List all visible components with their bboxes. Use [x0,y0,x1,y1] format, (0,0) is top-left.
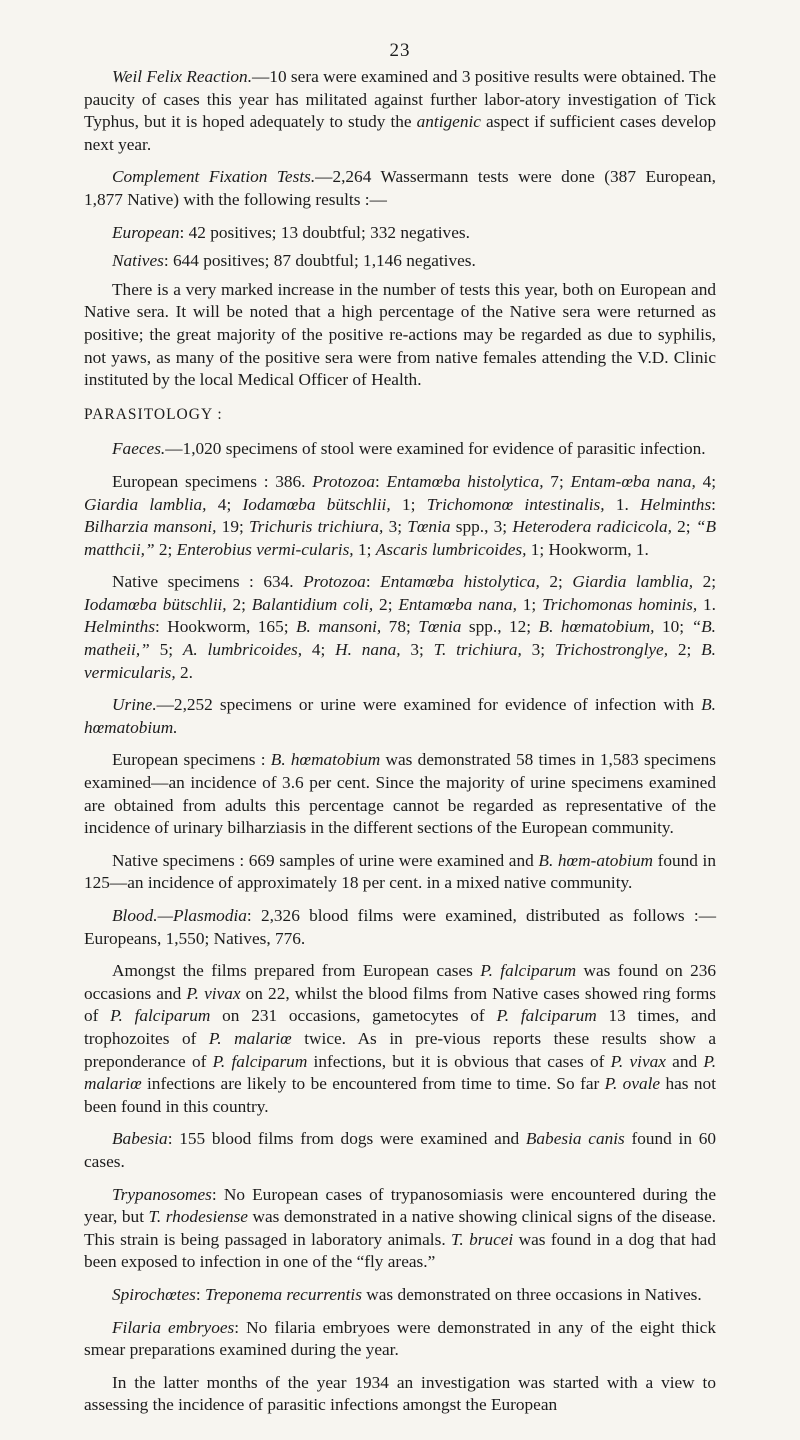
text-run: spp., 3; [450,517,513,537]
european-results-text: : 42 positives; 13 doubtful; 332 negatives. [179,222,470,242]
native-specimens-lead: Native specimens : 634. [112,572,304,592]
closing-paragraph: In the latter months of the year 1934 an investigation was started with a view to assessing the incidence of parasitic infections amongst the European [84,1372,716,1415]
italic-term: Balantidium coli, [251,594,374,614]
italic-term: B. hœmatobium [270,750,381,770]
european-label: European [112,222,180,242]
italic-term: Helminths [640,494,712,514]
blood-title: Blood. [112,906,158,925]
text-run-group [84,1185,716,1272]
trypanosomes-paragraph [84,1184,716,1274]
italic-term: H. nana, [335,640,401,660]
faeces-paragraph [84,438,716,461]
text-run: 7; [543,471,571,491]
italic-term: T. trichiura, [433,640,522,660]
text-run: was demonstrated in a native showing clinical signs of the disease. This strain is being passaged in laboratory animals. [84,1207,716,1249]
italic-term: Protozoa [303,572,366,592]
italic-term: Heterodera radicicola, [512,517,672,537]
urine-title: Urine. [112,695,157,715]
weil-felix-text-end: aspect if sufficient cases develop next year. [84,112,716,154]
italic-term: B. vermicularis, [84,640,716,682]
italic-term: B. hœmatobium. [84,695,716,737]
text-run: 19; [216,517,249,537]
italic-term: P. vivax [610,1051,666,1071]
text-run: and [665,1051,704,1071]
text-run: was found in a dog that had been exposed to infection in one of the “fly areas.” [84,1229,716,1272]
italic-term: Entamœba nana, [398,594,517,614]
european-results [84,222,716,245]
complement-title: Complement Fixation Tests. [112,167,316,187]
text-run: 2; [693,572,717,592]
italic-term: Protozoa [312,471,375,491]
text-run: Amongst the films prepared from European cases [112,961,481,981]
text-run: : [365,572,381,592]
weil-felix-title: Weil Felix Reaction. [112,67,253,86]
text-run: 2; [668,640,702,660]
text-run: Native specimens : 669 samples of urine were examined and [112,850,539,870]
italic-term: P. falciparum [110,1006,211,1026]
text-run: infections are likely to be encountered from time to time. So far [141,1074,605,1094]
italic-term: P. ovale [604,1074,661,1094]
babesia-paragraph [84,1128,716,1173]
text-run-group [84,851,716,893]
text-run: was found on 236 occasions and [84,961,716,1003]
text-run-group [84,961,716,1116]
text-run: 2. [175,662,193,682]
text-run: 2; [154,539,177,559]
natives-results-text: : 644 positives; 87 doubtful; 1,146 negatives. [163,251,476,271]
italic-term: Spirochœtes [112,1284,196,1304]
complement-discussion: There is a very marked increase in the number of tests this year, both on European and Native sera. It will be noted that a high percentage of the Native sera were returned as positive; the great majority of the positive re-actions may be regarded as due to syphilis, not yaws, as many of the positive sera were from native females attending the V.D. Clinic instituted by the local Medical Officer of Health. [84,279,716,390]
italic-term: T. brucei [451,1229,514,1249]
text-run: on 231 occasions, gametocytes of [210,1006,497,1026]
italic-term: P. falciparum [496,1006,597,1026]
weil-felix-text: —10 sera were examined and 3 positive results were obtained. The paucity of cases this year has militated against further labor-atory investigation of Tick Typhus, but it is hoped adequately to study the [84,67,716,132]
italic-term: Bilharzia mansoni, [84,517,217,537]
complement-text: —2,264 Wassermann tests were done (387 European, 1,877 Native) with the following results :— [84,167,716,209]
faeces-intro: —1,020 specimens of stool were examined for evidence of parasitic infection. [165,439,706,459]
text-run: 1; Hookworm, 1. [526,539,649,559]
italic-term: P. falciparum [212,1051,308,1071]
text-run: has not been found in this country. [84,1074,716,1116]
natives-results [84,250,716,273]
natives-label: Natives [112,251,164,271]
text-run: found in 60 cases. [84,1129,716,1171]
italic-term: B. mansoni, [295,617,382,637]
text-run: 1; [516,594,543,614]
text-run-group [84,1318,716,1360]
text-run: 1. [604,494,641,514]
italic-term: Babesia [112,1129,168,1149]
italic-term: Trypanosomes [112,1184,212,1204]
text-run: 3; [400,640,434,660]
italic-term: Babesia canis [525,1129,625,1149]
faeces-title: Faeces. [112,439,166,459]
italic-term: Ascaris lumbricoides, [375,539,527,559]
text-run: was demonstrated 58 times in 1,583 specimens examined—an incidence of 3.6 per cent. Since the majority of urine specimens examined are obtained from adults this percentage cannot be regarded as representative of the incidence of urinary bilharziasis in the different sections of the European community. [84,750,716,838]
text-run: 4; [695,471,717,491]
italic-term: Treponema recurrentis [204,1284,362,1304]
text-run-group [84,695,716,737]
blood-sub: —Plasmodia [157,906,247,925]
text-run: on 22, whilst the blood films from Native cases showed ring forms of [84,983,717,1026]
text-run-group [112,1285,702,1304]
filaria-paragraph [84,1317,716,1362]
italic-term: P. malariœ [84,1051,717,1094]
italic-term: Tœnia [407,517,451,537]
weil-felix-paragraph [84,66,716,156]
text-run: 13 times, and trophozoites of [84,1006,716,1048]
text-run: : No filaria embryoes were demonstrated in any of the eight thick smear preparations examined during the year. [84,1317,716,1360]
text-run: 78; [381,617,419,637]
italic-term: B. hœmatobium, [538,617,655,637]
weil-felix-emph: antigenic [416,112,481,132]
italic-term: Entamœba histolytica, [386,471,544,491]
italic-term: “B. matheii,” [84,617,716,660]
document-body [84,66,716,1427]
urine-european-specimens [84,749,716,839]
italic-term: Iodamœba bütschlii, [242,494,391,514]
italic-term: Trichuris trichiura, [249,517,384,537]
faeces-european-specimens [84,471,716,561]
text-run: 5; [149,640,183,660]
italic-term: Entam-œba nana, [570,471,696,491]
italic-term: Entamœba histolytica, [380,572,540,592]
text-run: 1; [353,539,376,559]
text-run: 2; [373,594,399,614]
blood-intro: : 2,326 blood films were examined, distributed as follows :—Europeans, 1,550; Natives, 776. [84,906,716,948]
text-run: was demonstrated on three occasions in Natives. [361,1284,702,1304]
italic-term: Filaria embryoes [112,1317,235,1337]
text-run: spp., 12; [461,617,539,637]
italic-term: Trichostronglye, [554,640,669,660]
italic-term: P. falciparum [480,961,577,981]
text-run: European specimens : [112,750,271,770]
text-run: : [711,494,716,514]
text-run: 2; [226,594,252,614]
blood-findings [84,960,716,1118]
text-run: : 155 blood films from dogs were examined and [167,1129,526,1149]
text-run: 2; [539,572,573,592]
text-run: 4; [206,494,243,514]
italic-term: Enterobius vermi-cularis, [176,539,354,559]
text-run: : Hookworm, 165; [155,617,296,637]
text-run-group [84,750,716,837]
faeces-native-specimens [84,571,716,684]
text-run: 1. [697,594,716,614]
italic-term: Iodamœba bütschlii, [84,594,227,614]
urine-paragraph [84,694,716,739]
italic-term: Giardia lamblia, [572,572,694,592]
text-run: —2,252 specimens or urine were examined for evidence of infection with [156,695,702,715]
european-specimens-lead: European specimens : 386. [112,471,313,491]
text-run: 3; [521,640,555,660]
italic-term: B. hœm-atobium [538,850,653,870]
italic-term: Trichomonas hominis, [542,594,698,614]
italic-term: Tœnia [418,617,462,637]
italic-term: “B matthcii,” [84,517,716,559]
text-run: : [195,1284,205,1304]
italic-term: P. malariœ [208,1028,292,1048]
page-number: 23 [389,40,411,61]
italic-term: Trichomonœ intestinalis, [426,494,605,514]
text-run: 2; [671,517,696,537]
text-run: found in 125—an incidence of approximately 18 per cent. in a mixed native community. [84,850,716,893]
italic-term: A. lumbricoides, [182,640,303,660]
text-run: : [374,471,387,491]
text-run-group [84,1129,716,1171]
text-run: 3; [383,517,408,537]
parasitology-heading: PARASITOLOGY : [84,405,223,423]
text-run: 1; [390,494,427,514]
text-run: twice. As in pre-vious reports these results show a preponderance of [84,1028,717,1071]
text-run: infections, but it is obvious that cases of [307,1051,611,1071]
text-run: : No European cases of trypanosomiasis were encountered during the year, but [84,1184,716,1227]
italic-term: T. rhodesiense [148,1207,248,1227]
italic-term: Helminths [84,617,156,637]
text-run: 10; [654,617,692,637]
blood-paragraph [84,905,716,950]
urine-native-specimens [84,850,716,895]
italic-term: Giardia lamblia, [84,494,207,514]
italic-term: P. vivax [186,983,241,1003]
text-run: 4; [302,640,336,660]
spirochaetes-paragraph [84,1284,716,1307]
complement-paragraph [84,166,716,211]
